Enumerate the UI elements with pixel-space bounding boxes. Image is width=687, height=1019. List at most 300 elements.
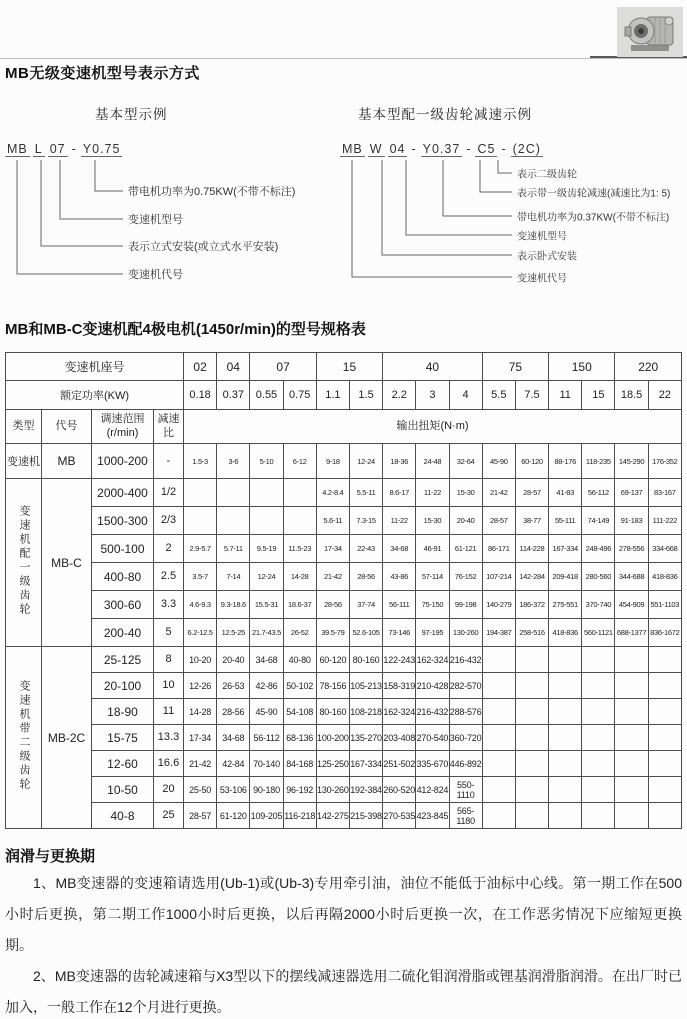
- output-torque-value: 17-34: [316, 535, 349, 563]
- output-torque-value: 100-200: [316, 725, 349, 751]
- spec-table: [5, 352, 682, 829]
- output-torque-value: 68-136: [283, 725, 316, 751]
- output-torque-value: [549, 647, 582, 673]
- output-torque-value: 560-1121: [582, 619, 615, 647]
- spec-table-title: MB和MB-C变速机配4极电机(1450r/min)的型号规格表: [5, 321, 366, 338]
- type-label-text: 变速机配一级齿轮: [18, 505, 30, 617]
- output-torque-value: 248-496: [582, 535, 615, 563]
- output-torque-value: 14-28: [184, 699, 217, 725]
- output-torque-value: [482, 647, 515, 673]
- output-torque-value: 688-1377: [615, 619, 648, 647]
- output-torque-value: 45-90: [482, 444, 515, 479]
- output-torque-value: [582, 751, 615, 777]
- output-torque-value: 42-84: [217, 751, 250, 777]
- output-torque-value: 251-502: [383, 751, 416, 777]
- table-row: [6, 563, 682, 591]
- output-torque-value: 370-740: [582, 591, 615, 619]
- output-torque-value: [283, 479, 316, 507]
- seat-number: 07: [250, 353, 316, 381]
- output-torque-value: 75-150: [416, 591, 449, 619]
- output-torque-value: 74-149: [582, 507, 615, 535]
- output-torque-value: 446-892: [449, 751, 482, 777]
- rated-power-value: 0.18: [184, 381, 217, 410]
- rated-power-value: 1.1: [316, 381, 349, 410]
- lubrication-heading: 润滑与更换期: [5, 848, 96, 865]
- output-torque-value: 24-48: [416, 444, 449, 479]
- rated-power-value: 5.5: [482, 381, 515, 410]
- output-torque-value: 551-1103: [648, 591, 681, 619]
- output-torque-value: 135-270: [349, 725, 382, 751]
- callout-gear-reduction: 表示带一级齿轮减速(减速比为1: 5): [517, 188, 671, 200]
- output-torque-value: 116-218: [283, 803, 316, 829]
- output-torque-value: 105-213: [349, 673, 382, 699]
- output-torque-value: 140-279: [482, 591, 515, 619]
- output-torque-value: 26-53: [217, 673, 250, 699]
- lubrication-text: [5, 868, 682, 1019]
- output-torque-value: [482, 725, 515, 751]
- output-torque-value: [283, 507, 316, 535]
- output-torque-value: 34-68: [217, 725, 250, 751]
- output-torque-value: [549, 803, 582, 829]
- output-torque-value: 130-260: [316, 777, 349, 803]
- rated-power-value: 7.5: [515, 381, 548, 410]
- output-torque-value: 3-6: [217, 444, 250, 479]
- rated-power-row: [6, 381, 682, 410]
- callout-model-size: 变速机型号: [517, 231, 567, 243]
- reduction-ratio: 2.5: [154, 563, 184, 591]
- speed-range: 500-100: [92, 535, 154, 563]
- table-row: [6, 751, 682, 777]
- speed-range: 1500-300: [92, 507, 154, 535]
- speed-range: 300-60: [92, 591, 154, 619]
- output-torque-value: 4.6-9.3: [184, 591, 217, 619]
- reduction-ratio: 2/3: [154, 507, 184, 535]
- model-code-token: -: [71, 142, 77, 156]
- output-torque-value: 96-192: [283, 777, 316, 803]
- torque-header: 输出扭矩(N·m): [184, 410, 682, 444]
- code-label: MB-C: [42, 479, 92, 647]
- output-torque-value: [250, 479, 283, 507]
- output-torque-value: 192-384: [349, 777, 382, 803]
- output-torque-value: 73-146: [383, 619, 416, 647]
- output-torque-value: 15.5-31: [250, 591, 283, 619]
- output-torque-value: [515, 673, 548, 699]
- output-torque-value: 11-22: [416, 479, 449, 507]
- reduction-ratio: 13.3: [154, 725, 184, 751]
- model-code-token: 07: [49, 142, 66, 156]
- output-torque-value: 130-260: [449, 619, 482, 647]
- lubrication-paragraph-1: 1、MB变速器的变速箱请选用(Ub-1)或(Ub-3)专用牵引油，油位不能低于油标中心线。第一期工作在500小时后更换，第二期工作1000小时后更换，以后再隔2000小时后更换一次，在工作恶劣情况下应缩短更换期。: [5, 875, 682, 953]
- reduction-ratio: 1/2: [154, 479, 184, 507]
- seat-number: 15: [316, 353, 382, 381]
- output-torque-value: 258-516: [515, 619, 548, 647]
- callout-motor-power: 带电机功率为0.75KW(不带不标注): [128, 186, 296, 198]
- seat-number: 75: [482, 353, 548, 381]
- model-code-token: -: [466, 142, 472, 156]
- output-torque-value: 45-90: [250, 699, 283, 725]
- page-title: MB无级变速机型号表示方式: [5, 65, 200, 82]
- output-torque-value: [515, 725, 548, 751]
- output-torque-value: 186-372: [515, 591, 548, 619]
- output-torque-value: [515, 803, 548, 829]
- rated-power-value: 18.5: [615, 381, 648, 410]
- output-torque-value: 12-24: [250, 563, 283, 591]
- lubrication-paragraph-2: 2、MB变速器的齿轮减速箱与X3型以下的摆线减速器选用二硫化钼润滑脂或锂基润滑脂润滑。在出厂时已加入，一般工作在12个月进行更换。: [5, 968, 682, 1015]
- table-row: [6, 479, 682, 507]
- output-torque-value: [482, 751, 515, 777]
- output-torque-value: 12.5-25: [217, 619, 250, 647]
- speed-range: 2000-400: [92, 479, 154, 507]
- model-code-token: L: [34, 142, 43, 156]
- speed-range: 20-100: [92, 673, 154, 699]
- output-torque-value: [549, 777, 582, 803]
- output-torque-value: 28-56: [217, 699, 250, 725]
- output-torque-value: [515, 699, 548, 725]
- output-torque-value: 4.2-8.4: [316, 479, 349, 507]
- rated-power-value: 15: [582, 381, 615, 410]
- seat-label: 变速机座号: [6, 353, 184, 381]
- callout-second-stage-gear: 表示二级齿轮: [517, 169, 577, 181]
- output-torque-value: [582, 777, 615, 803]
- reduction-ratio: 25: [154, 803, 184, 829]
- model-code-token: 04: [389, 142, 406, 156]
- table-row: [6, 647, 682, 673]
- output-torque-value: [615, 725, 648, 751]
- output-torque-value: 25-50: [184, 777, 217, 803]
- output-torque-value: 15-30: [416, 507, 449, 535]
- output-torque-value: 11.5-23: [283, 535, 316, 563]
- output-torque-value: 360-720: [449, 725, 482, 751]
- output-torque-value: [549, 699, 582, 725]
- output-torque-value: 28-56: [316, 591, 349, 619]
- output-torque-value: 60-120: [515, 444, 548, 479]
- output-torque-value: 216-432: [449, 647, 482, 673]
- output-torque-value: 418-836: [549, 619, 582, 647]
- output-torque-value: 565-1180: [449, 803, 482, 829]
- output-torque-value: 52.6-105: [349, 619, 382, 647]
- output-torque-value: 6-12: [283, 444, 316, 479]
- seat-number: 02: [184, 353, 217, 381]
- output-torque-value: 60-120: [316, 647, 349, 673]
- output-torque-value: 61-121: [449, 535, 482, 563]
- output-torque-value: 5-10: [250, 444, 283, 479]
- type-label: [6, 647, 42, 829]
- output-torque-value: 334-668: [648, 535, 681, 563]
- speed-range: 1000-200: [92, 444, 154, 479]
- callout-mounting: 表示卧式安装: [517, 251, 577, 263]
- output-torque-value: 84-168: [283, 751, 316, 777]
- output-torque-value: 335-670: [416, 751, 449, 777]
- output-torque-value: 28-57: [515, 479, 548, 507]
- speed-range: 18-90: [92, 699, 154, 725]
- output-torque-value: 42-86: [250, 673, 283, 699]
- output-torque-value: [217, 479, 250, 507]
- speed-range: 25-125: [92, 647, 154, 673]
- output-torque-value: [217, 507, 250, 535]
- output-torque-value: 280-560: [582, 563, 615, 591]
- power-label: 额定功率(KW): [6, 381, 184, 410]
- output-torque-value: 282-570: [449, 673, 482, 699]
- rated-power-value: 1.5: [349, 381, 382, 410]
- output-torque-value: 278-556: [615, 535, 648, 563]
- output-torque-value: [582, 803, 615, 829]
- table-row: [6, 699, 682, 725]
- gear-motor-photo: [617, 7, 683, 57]
- output-torque-value: 12-26: [184, 673, 217, 699]
- basic-example-heading: 基本型示例: [95, 107, 168, 122]
- output-torque-value: 22-43: [349, 535, 382, 563]
- output-torque-value: 41-83: [549, 479, 582, 507]
- output-torque-value: 8.6-17: [383, 479, 416, 507]
- output-torque-value: 107-214: [482, 563, 515, 591]
- code-header: 代号: [42, 410, 92, 444]
- type-header: 类型: [6, 410, 42, 444]
- output-torque-value: 80-160: [316, 699, 349, 725]
- output-torque-value: 15-30: [449, 479, 482, 507]
- model-code-token: -: [501, 142, 507, 156]
- output-torque-value: 216-432: [416, 699, 449, 725]
- reduction-ratio: -: [154, 444, 184, 479]
- output-torque-value: [615, 673, 648, 699]
- output-torque-value: 78-156: [316, 673, 349, 699]
- output-torque-value: [582, 725, 615, 751]
- seat-number: 150: [549, 353, 615, 381]
- output-torque-value: [482, 777, 515, 803]
- output-torque-value: 28-57: [184, 803, 217, 829]
- reduction-ratio: 2: [154, 535, 184, 563]
- callout-series-code: 变速机代号: [128, 269, 183, 281]
- code-label: MB: [42, 444, 92, 479]
- speed-range: 10-50: [92, 777, 154, 803]
- output-torque-value: [482, 803, 515, 829]
- output-torque-value: 57-114: [416, 563, 449, 591]
- output-torque-value: 158-319: [383, 673, 416, 699]
- output-torque-value: 176-352: [648, 444, 681, 479]
- output-torque-value: 26-52: [283, 619, 316, 647]
- table-row: [6, 535, 682, 563]
- rated-power-value: 0.55: [250, 381, 283, 410]
- table-row: [6, 591, 682, 619]
- output-torque-value: 28-57: [482, 507, 515, 535]
- output-torque-value: [615, 647, 648, 673]
- output-torque-value: 122-243: [383, 647, 416, 673]
- output-torque-value: 7-14: [217, 563, 250, 591]
- type-label: [6, 479, 42, 647]
- rated-power-value: 0.37: [217, 381, 250, 410]
- reduction-ratio: 16.6: [154, 751, 184, 777]
- output-torque-value: [615, 777, 648, 803]
- output-torque-value: 21-42: [482, 479, 515, 507]
- output-torque-value: 288-576: [449, 699, 482, 725]
- speed-range: 400-80: [92, 563, 154, 591]
- output-torque-value: 20-40: [217, 647, 250, 673]
- output-torque-value: [648, 751, 681, 777]
- output-torque-value: 344-688: [615, 563, 648, 591]
- output-torque-value: [648, 725, 681, 751]
- output-torque-value: 260-520: [383, 777, 416, 803]
- output-torque-value: 56-111: [383, 591, 416, 619]
- output-torque-value: 162-324: [383, 699, 416, 725]
- output-torque-value: 210-428: [416, 673, 449, 699]
- callout-mounting: 表示立式安装(或立式水平安装): [128, 241, 279, 253]
- output-torque-value: [549, 673, 582, 699]
- model-code-token: MB: [342, 142, 363, 156]
- output-torque-value: 55-111: [549, 507, 582, 535]
- output-torque-value: 21-42: [184, 751, 217, 777]
- reduction-ratio: 11: [154, 699, 184, 725]
- callout-series-code: 变速机代号: [517, 273, 567, 285]
- output-torque-value: 21-42: [316, 563, 349, 591]
- output-torque-value: 17-34: [184, 725, 217, 751]
- output-torque-value: 167-334: [349, 751, 382, 777]
- output-torque-value: [250, 507, 283, 535]
- output-torque-value: 5.5-11: [349, 479, 382, 507]
- output-torque-value: 61-120: [217, 803, 250, 829]
- callout-model-size: 变速机型号: [128, 214, 183, 226]
- reduction-ratio: 8: [154, 647, 184, 673]
- reduction-ratio: 3.3: [154, 591, 184, 619]
- output-torque-value: 108-218: [349, 699, 382, 725]
- output-torque-value: 3.5-7: [184, 563, 217, 591]
- output-torque-value: 5.7-11: [217, 535, 250, 563]
- output-torque-value: 91-183: [615, 507, 648, 535]
- code-label: MB-2C: [42, 647, 92, 829]
- output-torque-value: 32-64: [449, 444, 482, 479]
- output-torque-value: 418-836: [648, 563, 681, 591]
- output-torque-value: 14-28: [283, 563, 316, 591]
- output-torque-value: 46-91: [416, 535, 449, 563]
- rated-power-value: 4: [449, 381, 482, 410]
- output-torque-value: [648, 673, 681, 699]
- output-torque-value: 114-228: [515, 535, 548, 563]
- output-torque-value: 1.5-3: [184, 444, 217, 479]
- output-torque-value: 203-408: [383, 725, 416, 751]
- output-torque-value: 194-387: [482, 619, 515, 647]
- output-torque-value: 142-284: [515, 563, 548, 591]
- output-torque-value: 38-77: [515, 507, 548, 535]
- output-torque-value: [615, 699, 648, 725]
- output-torque-value: [184, 507, 217, 535]
- callout-motor-power: 带电机功率为0.37KW(不带不标注): [517, 212, 670, 224]
- output-torque-value: 28-56: [349, 563, 382, 591]
- output-torque-value: 9.5-19: [250, 535, 283, 563]
- table-row: [6, 777, 682, 803]
- output-torque-value: [648, 803, 681, 829]
- output-torque-value: 162-324: [416, 647, 449, 673]
- output-torque-value: 10-20: [184, 647, 217, 673]
- output-torque-value: [184, 479, 217, 507]
- top-divider: [0, 58, 687, 59]
- output-torque-value: 12-24: [349, 444, 382, 479]
- model-code-token: Y0.37: [422, 142, 461, 156]
- rated-power-value: 22: [648, 381, 681, 410]
- output-torque-value: 76-152: [449, 563, 482, 591]
- output-torque-value: 34-68: [383, 535, 416, 563]
- output-torque-value: 111-222: [648, 507, 681, 535]
- output-torque-value: [582, 673, 615, 699]
- output-torque-value: 43-86: [383, 563, 416, 591]
- rated-power-value: 3: [416, 381, 449, 410]
- output-torque-value: 21.7-43.5: [250, 619, 283, 647]
- model-code-token: (2C): [512, 142, 541, 156]
- output-torque-value: [648, 699, 681, 725]
- output-torque-value: 88-176: [549, 444, 582, 479]
- output-torque-value: [482, 699, 515, 725]
- output-torque-value: 34-68: [250, 647, 283, 673]
- output-torque-value: 70-140: [250, 751, 283, 777]
- output-torque-value: 167-334: [549, 535, 582, 563]
- output-torque-value: 99-198: [449, 591, 482, 619]
- output-torque-value: 18-36: [383, 444, 416, 479]
- model-code-token: Y0.75: [82, 142, 121, 156]
- output-torque-value: 86-171: [482, 535, 515, 563]
- reduction-ratio: 5: [154, 619, 184, 647]
- output-torque-value: 5.6-11: [316, 507, 349, 535]
- ratio-header: 减速比: [154, 410, 184, 444]
- output-torque-value: 6.2-12.5: [184, 619, 217, 647]
- model-code-token: MB: [7, 142, 28, 156]
- output-torque-value: 270-535: [383, 803, 416, 829]
- output-torque-value: 270-540: [416, 725, 449, 751]
- output-torque-value: 18.6-37: [283, 591, 316, 619]
- output-torque-value: 9-18: [316, 444, 349, 479]
- model-code-token: -: [411, 142, 417, 156]
- output-torque-value: 125-250: [316, 751, 349, 777]
- output-torque-value: [615, 751, 648, 777]
- output-torque-value: 454-909: [615, 591, 648, 619]
- output-torque-value: [648, 777, 681, 803]
- output-torque-value: 37-74: [349, 591, 382, 619]
- output-torque-value: 50-102: [283, 673, 316, 699]
- output-torque-value: 11-22: [383, 507, 416, 535]
- output-torque-value: [515, 647, 548, 673]
- reduction-ratio: 20: [154, 777, 184, 803]
- output-torque-value: 39.5-79: [316, 619, 349, 647]
- seat-number: 04: [217, 353, 250, 381]
- gear-motor-image: [617, 7, 683, 57]
- output-torque-value: 215-398: [349, 803, 382, 829]
- output-torque-value: 275-551: [549, 591, 582, 619]
- output-torque-value: 56-112: [582, 479, 615, 507]
- table-row: [6, 619, 682, 647]
- output-torque-value: 142-275: [316, 803, 349, 829]
- basic-model-diagram: [5, 140, 335, 295]
- output-torque-value: [582, 647, 615, 673]
- speed-range: 200-40: [92, 619, 154, 647]
- output-torque-value: 40-80: [283, 647, 316, 673]
- type-label-text: 变速机带二级齿轮: [18, 680, 30, 792]
- geared-example-heading: 基本型配一级齿轮减速示例: [358, 107, 532, 122]
- output-torque-value: 2.9-5.7: [184, 535, 217, 563]
- output-torque-value: [549, 751, 582, 777]
- output-torque-value: [582, 699, 615, 725]
- output-torque-value: 412-824: [416, 777, 449, 803]
- output-torque-value: 20-40: [449, 507, 482, 535]
- output-torque-value: 69-137: [615, 479, 648, 507]
- reduction-ratio: 10: [154, 673, 184, 699]
- rated-power-value: 0.75: [283, 381, 316, 410]
- type-label: 变速机: [6, 444, 42, 479]
- rated-power-value: 11: [549, 381, 582, 410]
- output-torque-value: 53-106: [217, 777, 250, 803]
- output-torque-value: 90-180: [250, 777, 283, 803]
- output-torque-value: [482, 673, 515, 699]
- output-torque-value: 209-418: [549, 563, 582, 591]
- speed-range: 15-75: [92, 725, 154, 751]
- table-row: [6, 444, 682, 479]
- rated-power-value: 2.2: [383, 381, 416, 410]
- output-torque-value: 7.3-15: [349, 507, 382, 535]
